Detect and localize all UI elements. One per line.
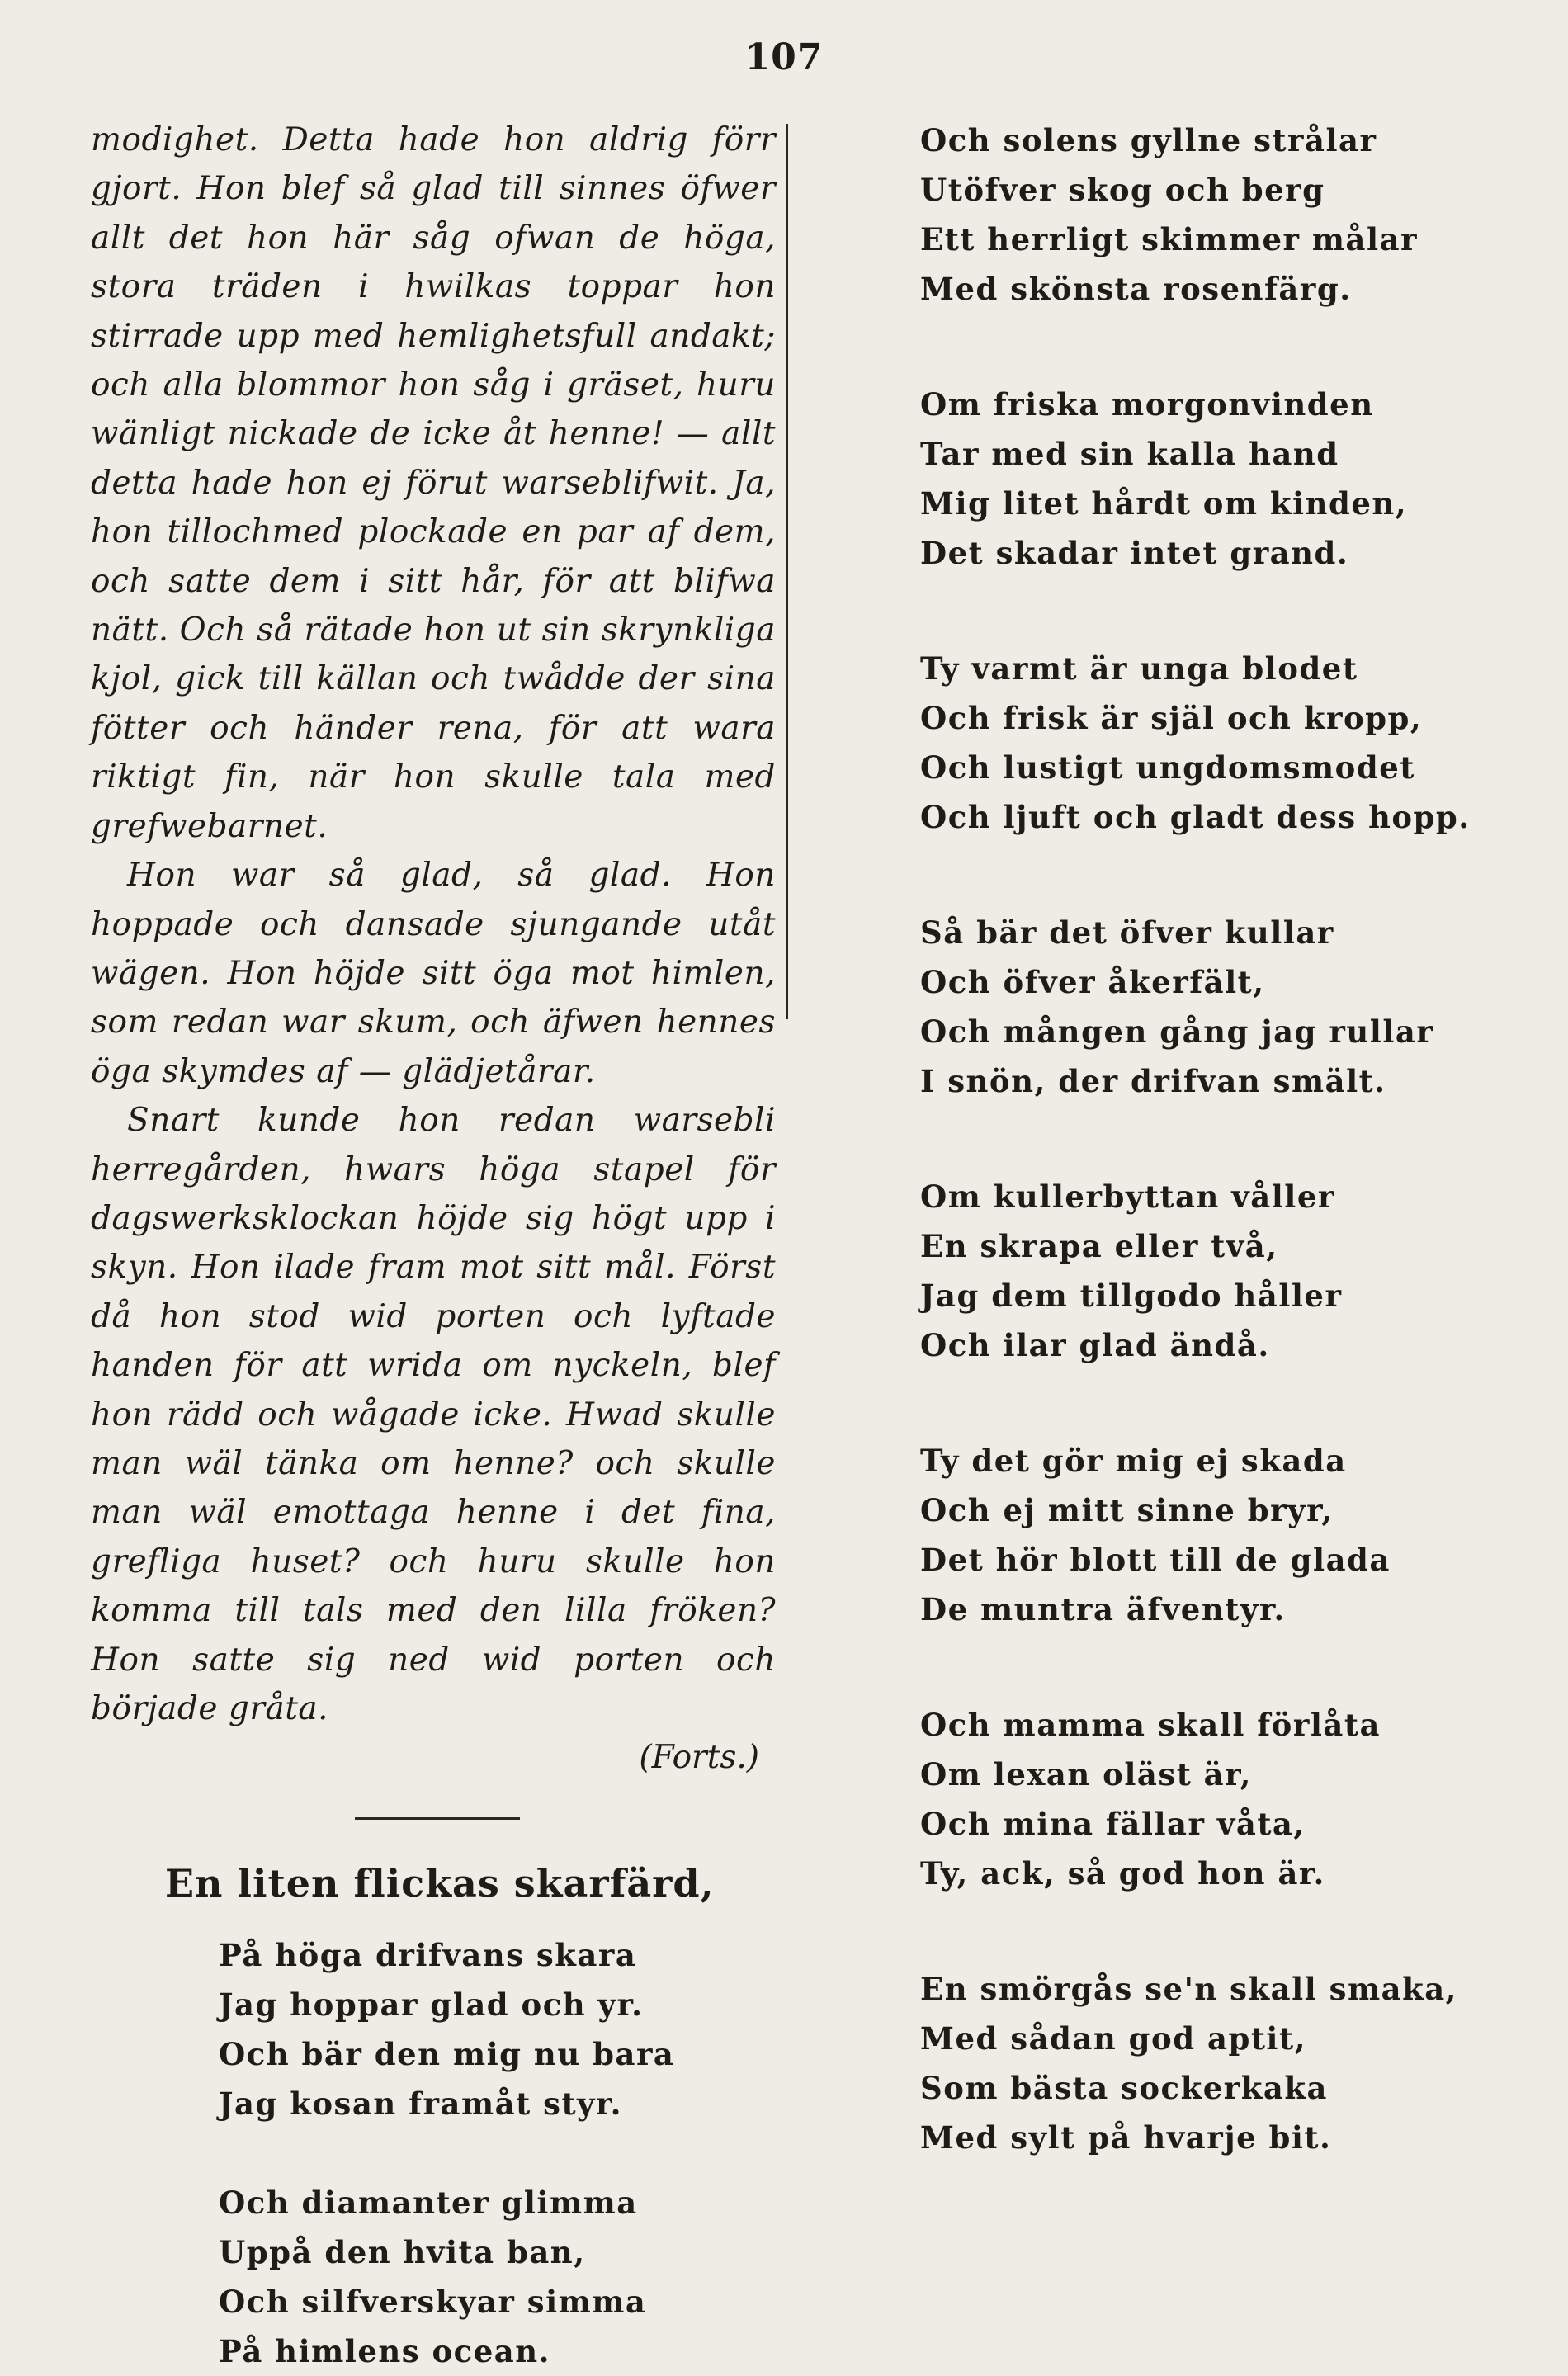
poem-line: Utöfver skog och berg xyxy=(920,172,1325,208)
page-number: 107 xyxy=(744,36,824,78)
poem-line: En smörgås se'n skall smaka, xyxy=(920,1971,1458,2007)
poem-stanza xyxy=(920,380,1498,578)
prose-paragraph: Snart kunde hon redan warsebli herregården, hwars höga stapel för dagswerksklockan höjde sig högt upp i skyn. Hon ilade fram mot sitt mål. Först då hon stod wid porten och lyftade handen för att wrida om nyckeln, blef hon rädd och wågade icke. Hwad skulle man wäl tänka om henne? och skulle man wäl emottaga henne i det fina, grefliga huset? och huru skulle hon komma till tals med den lilla fröken? Hon satte sig ned wid porten och började gråta. xyxy=(91,1102,776,1727)
poem-line: Så bär det öfver kullar xyxy=(920,914,1334,951)
poem-line: Och ljuft och gladt dess hopp. xyxy=(920,799,1471,835)
poem-line: Det hör blott till de glada xyxy=(920,1542,1391,1578)
poem-stanza xyxy=(219,1930,776,2128)
poem-line: Och lustigt ungdomsmodet xyxy=(920,749,1415,786)
poem-title: En liten flickas skarfärd, xyxy=(165,1861,715,1906)
poem-line: På himlens ocean. xyxy=(219,2333,551,2370)
poem-line: Det skadar intet grand. xyxy=(920,535,1349,571)
poem-line: Och ilar glad ändå. xyxy=(920,1327,1270,1363)
poem-line: Och solens gyllne strålar xyxy=(920,122,1377,158)
poem-line: En skrapa eller två, xyxy=(920,1228,1278,1264)
poem-line: Ty, ack, så god hon är. xyxy=(920,1855,1325,1892)
poem-line: De muntra äfventyr. xyxy=(920,1591,1286,1627)
poem-stanza xyxy=(920,1964,1498,2162)
section-separator xyxy=(355,1817,520,1820)
poem-line: Och ej mitt sinne bryr, xyxy=(920,1492,1334,1528)
poem-stanza xyxy=(920,116,1498,314)
poem-line: Jag kosan framåt styr. xyxy=(219,2085,623,2123)
poem-line: Ty varmt är unga blodet xyxy=(920,650,1358,687)
poem-line: Om lexan oläst är, xyxy=(920,1756,1252,1793)
story-continuation xyxy=(91,116,776,1733)
right-column xyxy=(920,116,1498,2162)
poem-line: Med sådan god aptit, xyxy=(920,2020,1306,2057)
poem-line: Jag dem tillgodo håller xyxy=(920,1278,1343,1314)
column-divider xyxy=(786,124,788,1019)
poem-stanza xyxy=(920,908,1498,1106)
poem-line: Och mamma skall förlåta xyxy=(920,1707,1381,1743)
poem-line: Om friska morgonvinden xyxy=(920,386,1374,423)
poem-line: Uppå den hvita ban, xyxy=(219,2234,586,2271)
poem-line: Och diamanter glimma xyxy=(219,2185,638,2222)
poem-line: Och öfver åkerfält, xyxy=(920,964,1265,1000)
poem-line: Och frisk är själ och kropp, xyxy=(920,700,1423,736)
poem-stanza xyxy=(920,1436,1498,1634)
poem-line: På höga drifvans skara xyxy=(219,1937,637,1974)
poem-stanza xyxy=(920,1172,1498,1370)
poem-line: Och mången gång jag rullar xyxy=(920,1013,1434,1050)
poem-line: Och silfverskyar simma xyxy=(219,2284,647,2321)
poem-line: Och bär den mig nu bara xyxy=(219,2036,675,2073)
poem-line: Och mina fällar våta, xyxy=(920,1806,1306,1842)
poem-left-stanzas xyxy=(219,1930,776,2376)
prose-paragraph: modighet. Detta hade hon aldrig förr gjort. Hon blef så glad till sinnes öfwer allt det hon här såg ofwan de höga, stora träden i hwilkas toppar hon stirrade upp med hemlighetsfull andakt; och alla blommor hon såg i gräset, huru wänligt nickade de icke åt henne! — allt detta hade hon ej förut warseblifwit. Ja, hon tillochmed plockade en par af dem, och satte dem i sitt hår, för att blifwa nätt. Och så rätade hon ut sin skrynkliga kjol, gick till källan och twådde der sina fötter och händer rena, för att wara riktigt fin, när hon skulle tala med grefwebarnet. xyxy=(91,121,776,845)
continued-note-row xyxy=(91,1733,776,1783)
left-column xyxy=(91,116,776,2376)
poem-stanza xyxy=(219,2178,776,2376)
poem-line: I snön, der drifvan smält. xyxy=(920,1063,1386,1099)
poem-line: Ett herrligt skimmer målar xyxy=(920,221,1419,257)
poem-line: Som bästa sockerkaka xyxy=(920,2070,1328,2106)
poem-line: Ty det gör mig ej skada xyxy=(920,1443,1347,1479)
poem-line: Med sylt på hvarje bit. xyxy=(920,2119,1332,2156)
poem-line: Tar med sin kalla hand xyxy=(920,436,1339,472)
poem-line: Jag hoppar glad och yr. xyxy=(219,1986,644,2024)
poem-line: Om kullerbyttan våller xyxy=(920,1179,1335,1215)
poem-line: Mig litet hårdt om kinden, xyxy=(920,485,1408,522)
poem-stanza xyxy=(920,644,1498,842)
prose-paragraph: Hon war så glad, så glad. Hon hoppade och dansade sjungande utåt wägen. Hon höjde sitt öga mot himlen, som redan war skum, och äfwen hennes öga skymdes af — glädjetårar. xyxy=(91,857,776,1090)
poem-stanza xyxy=(920,1700,1498,1898)
continued-marker: (Forts.) xyxy=(639,1739,759,1777)
poem-line: Med skönsta rosenfärg. xyxy=(920,271,1352,307)
